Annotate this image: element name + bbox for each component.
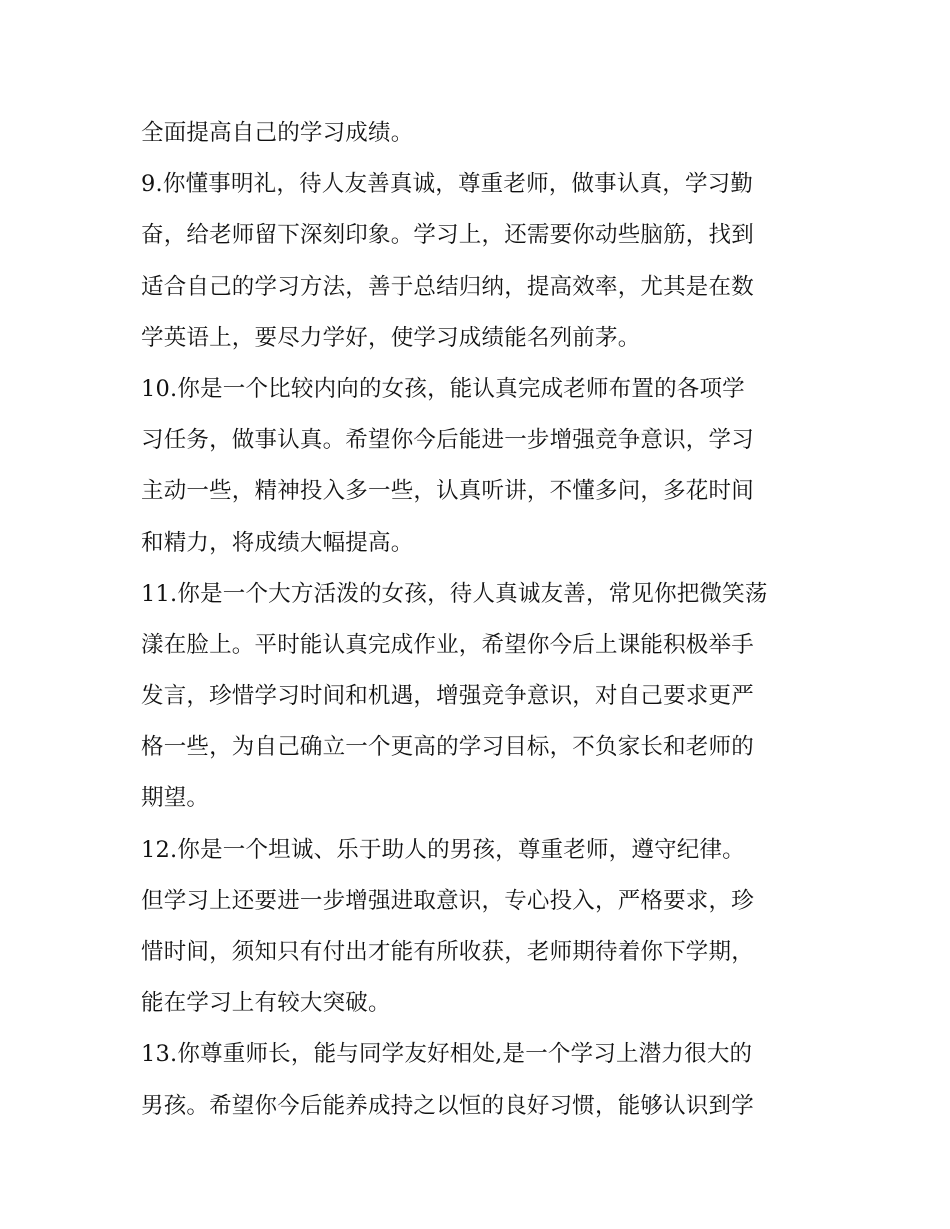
text-line: 10.你是一个比较内向的女孩，能认真完成老师布置的各项学 — [141, 375, 745, 402]
text-line: 12.你是一个坦诚、乐于助人的男孩，尊重老师，遵守纪律。 — [141, 836, 745, 863]
text-line: 能在学习上有较大突破。 — [141, 990, 391, 1017]
text-line: 主动一些，精神投入多一些，认真听讲，不懂多问，多花时间 — [141, 478, 754, 505]
text-line: 13.你尊重师长，能与同学友好相处,是一个学习上潜力很大的 — [141, 1041, 753, 1068]
document-body — [141, 108, 821, 1132]
text-line: 和精力，将成绩大幅提高。 — [141, 529, 414, 556]
text-line: 惜时间，须知只有付出才能有所收获，老师期待着你下学期， — [141, 939, 754, 965]
text-line: 期望。 — [141, 785, 210, 812]
text-line: 习任务，做事认真。希望你今后能进一步增强竞争意识，学习 — [141, 427, 754, 454]
text-line: 格一些，为自己确立一个更高的学习目标，不负家长和老师的 — [141, 734, 754, 761]
text-line: 但学习上还要进一步增强进取意识，专心投入，严格要求，珍 — [141, 887, 754, 914]
text-line: 学英语上，要尽力学好，使学习成绩能名列前茅。 — [141, 324, 641, 351]
text-line: 全面提高自己的学习成绩。 — [141, 120, 414, 146]
text-line: 男孩。希望你今后能养成持之以恒的良好习惯，能够认识到学 — [141, 1092, 754, 1119]
text-line: 11.你是一个大方活泼的女孩，待人真诚友善，常见你把微笑荡 — [141, 580, 768, 607]
text-line: 9.你懂事明礼，待人友善真诚，尊重老师，做事认真，学习勤 — [141, 171, 754, 198]
text-line: 适合自己的学习方法，善于总结归纳，提高效率，尤其是在数 — [141, 273, 754, 300]
text-line: 发言，珍惜学习时间和机遇，增强竞争意识，对自己要求更严 — [141, 683, 754, 710]
text-line: 漾在脸上。平时能认真完成作业，希望你今后上课能积极举手 — [141, 631, 754, 658]
text-line: 奋，给老师留下深刻印象。学习上，还需要你动些脑筋，找到 — [141, 222, 754, 249]
